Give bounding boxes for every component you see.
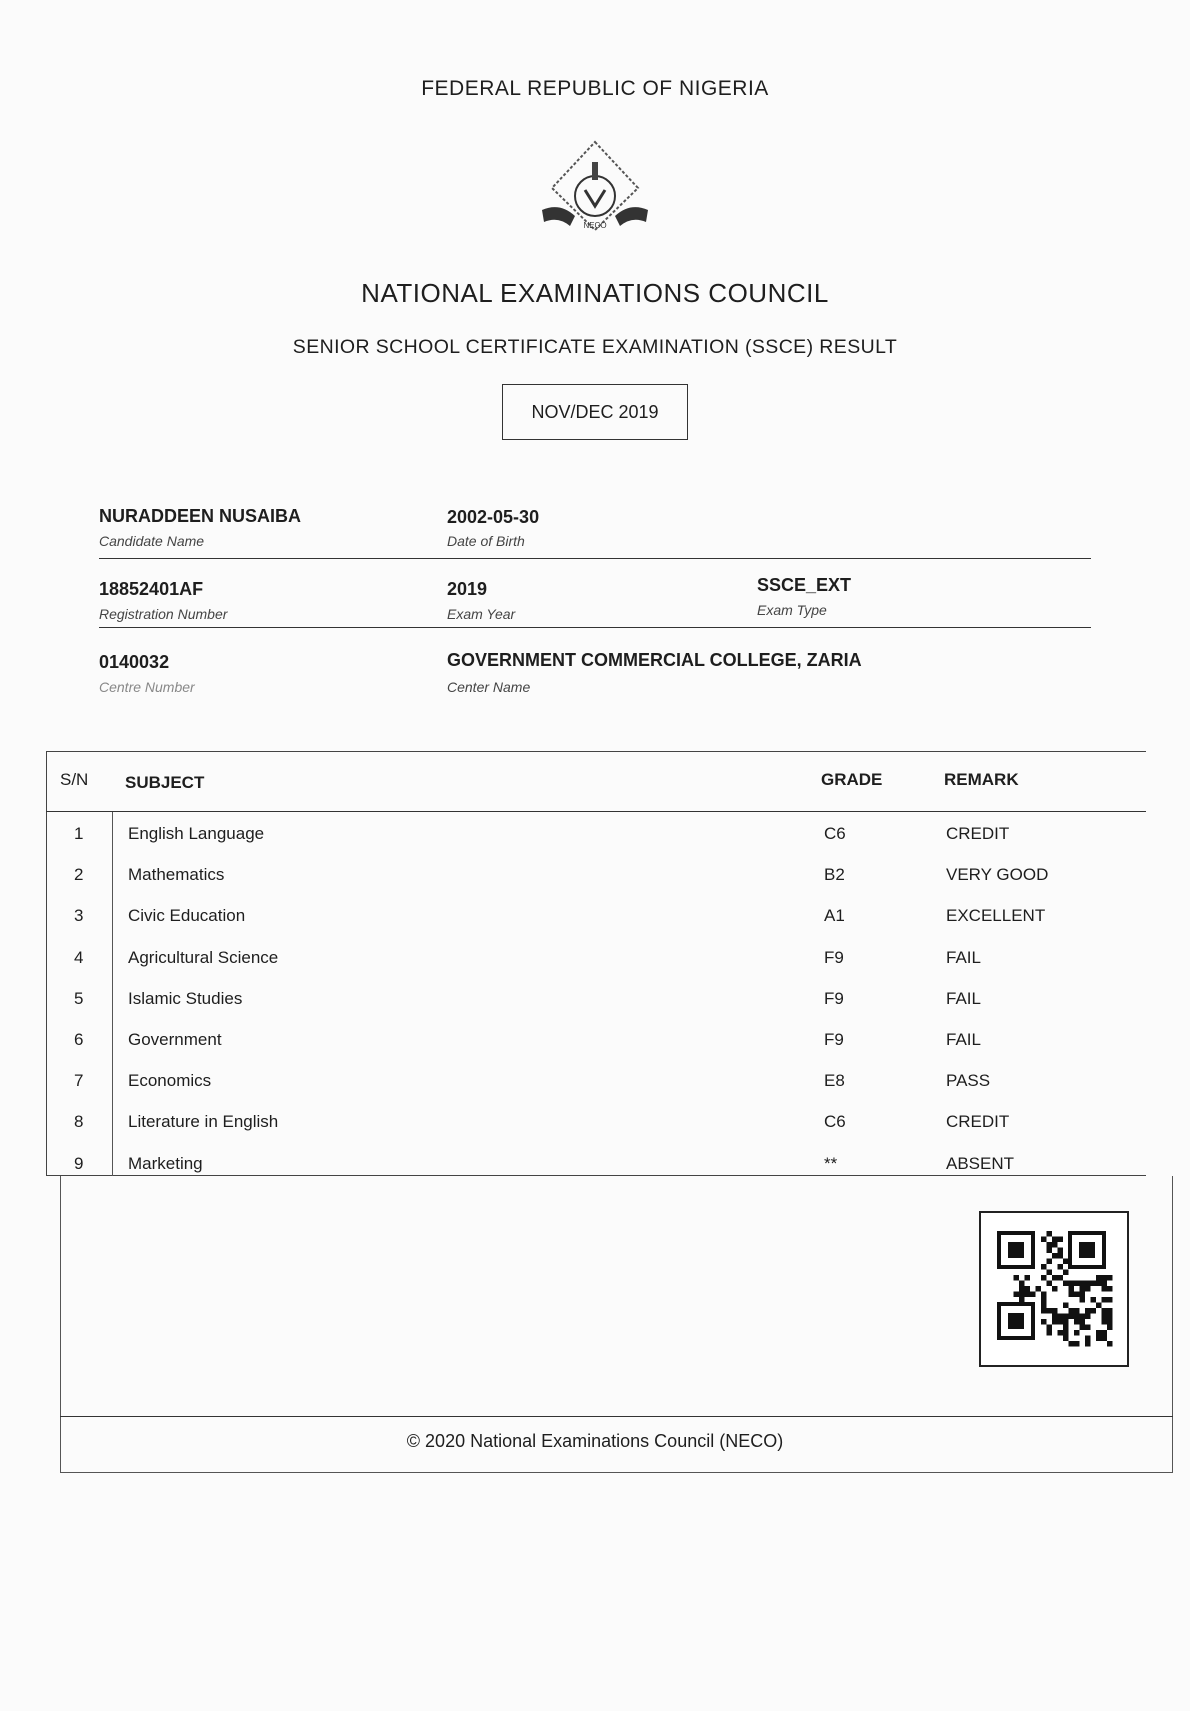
copyright-text: © 2020 National Examinations Council (NECO) xyxy=(406,1431,784,1451)
row-grade: F9 xyxy=(824,947,844,967)
exam-type: SSCE_EXT xyxy=(757,575,852,595)
row-subject: Marketing xyxy=(128,1153,203,1173)
centre-name-label: Center Name xyxy=(447,679,531,695)
registration-number: 18852401AF xyxy=(99,579,204,599)
table-row xyxy=(46,1144,1146,1185)
table-row xyxy=(46,1020,1146,1061)
row-remark: ABSENT xyxy=(946,1153,1015,1173)
divider xyxy=(99,627,1091,628)
row-subject: Government xyxy=(128,1030,222,1049)
row-remark: PASS xyxy=(946,1071,991,1091)
header-subject: SUBJECT xyxy=(125,773,205,792)
registration-number-label: Registration Number xyxy=(99,606,228,622)
row-remark: CREDIT xyxy=(946,1112,1010,1132)
row-remark: FAIL xyxy=(946,1030,981,1049)
candidate-name: NURADDEEN NUSAIBA xyxy=(99,506,302,526)
table-row xyxy=(46,896,1146,937)
exam-title: SENIOR SCHOOL CERTIFICATE EXAMINATION (SSCE) RESULT xyxy=(292,336,898,358)
exam-year-label: Exam Year xyxy=(447,606,516,622)
exam-year: 2019 xyxy=(447,579,488,599)
divider xyxy=(99,558,1091,559)
row-remark: FAIL xyxy=(946,947,981,967)
row-remark: VERY GOOD xyxy=(946,865,1049,885)
country-heading: FEDERAL REPUBLIC OF NIGERIA xyxy=(421,77,769,100)
row-remark: FAIL xyxy=(946,988,981,1008)
row-sn: 8 xyxy=(74,1112,84,1132)
row-subject: Economics xyxy=(128,1071,212,1091)
row-subject: Civic Education xyxy=(128,906,246,926)
date-of-birth: 2002-05-30 xyxy=(447,507,540,527)
row-subject: Literature in English xyxy=(128,1112,279,1132)
table-row xyxy=(46,938,1146,979)
table-row xyxy=(46,1102,1146,1143)
table-row xyxy=(46,1061,1146,1102)
row-subject: Mathematics xyxy=(128,865,225,885)
header-divider xyxy=(46,811,1146,812)
row-sn: 4 xyxy=(74,947,84,967)
row-grade: C6 xyxy=(824,824,846,843)
footer-divider xyxy=(60,1416,1173,1417)
row-subject: Agricultural Science xyxy=(128,947,279,967)
row-sn: 2 xyxy=(74,865,84,885)
header-grade: GRADE xyxy=(821,770,883,789)
row-remark: EXCELLENT xyxy=(946,906,1046,926)
row-sn: 7 xyxy=(74,1071,84,1091)
centre-number: 0140032 xyxy=(99,652,170,672)
row-remark: CREDIT xyxy=(946,824,1010,843)
svg-text:NECO: NECO xyxy=(583,221,607,230)
table-row xyxy=(46,855,1146,896)
exam-type-label: Exam Type xyxy=(757,602,827,618)
header-sn: S/N xyxy=(60,770,89,789)
row-subject: English Language xyxy=(128,824,265,843)
candidate-name-label: Candidate Name xyxy=(99,533,205,549)
row-grade: A1 xyxy=(824,906,845,926)
council-heading: NATIONAL EXAMINATIONS COUNCIL xyxy=(361,278,829,308)
row-grade: F9 xyxy=(824,1030,844,1049)
row-sn: 9 xyxy=(74,1153,84,1173)
date-of-birth-label: Date of Birth xyxy=(447,533,525,549)
neco-logo xyxy=(540,140,650,236)
row-sn: 6 xyxy=(74,1030,84,1049)
row-grade: C6 xyxy=(824,1112,846,1132)
row-grade: F9 xyxy=(824,988,844,1008)
row-subject: Islamic Studies xyxy=(128,988,243,1008)
row-sn: 1 xyxy=(74,824,84,843)
row-grade: ** xyxy=(824,1153,838,1173)
header-remark: REMARK xyxy=(944,770,1019,789)
qr-code xyxy=(979,1211,1129,1367)
row-grade: B2 xyxy=(824,865,845,885)
centre-name: GOVERNMENT COMMERCIAL COLLEGE, ZARIA xyxy=(447,650,862,670)
row-sn: 3 xyxy=(74,906,84,926)
table-row xyxy=(46,814,1146,855)
row-sn: 5 xyxy=(74,988,84,1008)
exam-session-box: NOV/DEC 2019 xyxy=(502,384,688,440)
row-grade: E8 xyxy=(824,1071,845,1091)
centre-number-label: Centre Number xyxy=(99,679,195,695)
table-row xyxy=(46,979,1146,1020)
